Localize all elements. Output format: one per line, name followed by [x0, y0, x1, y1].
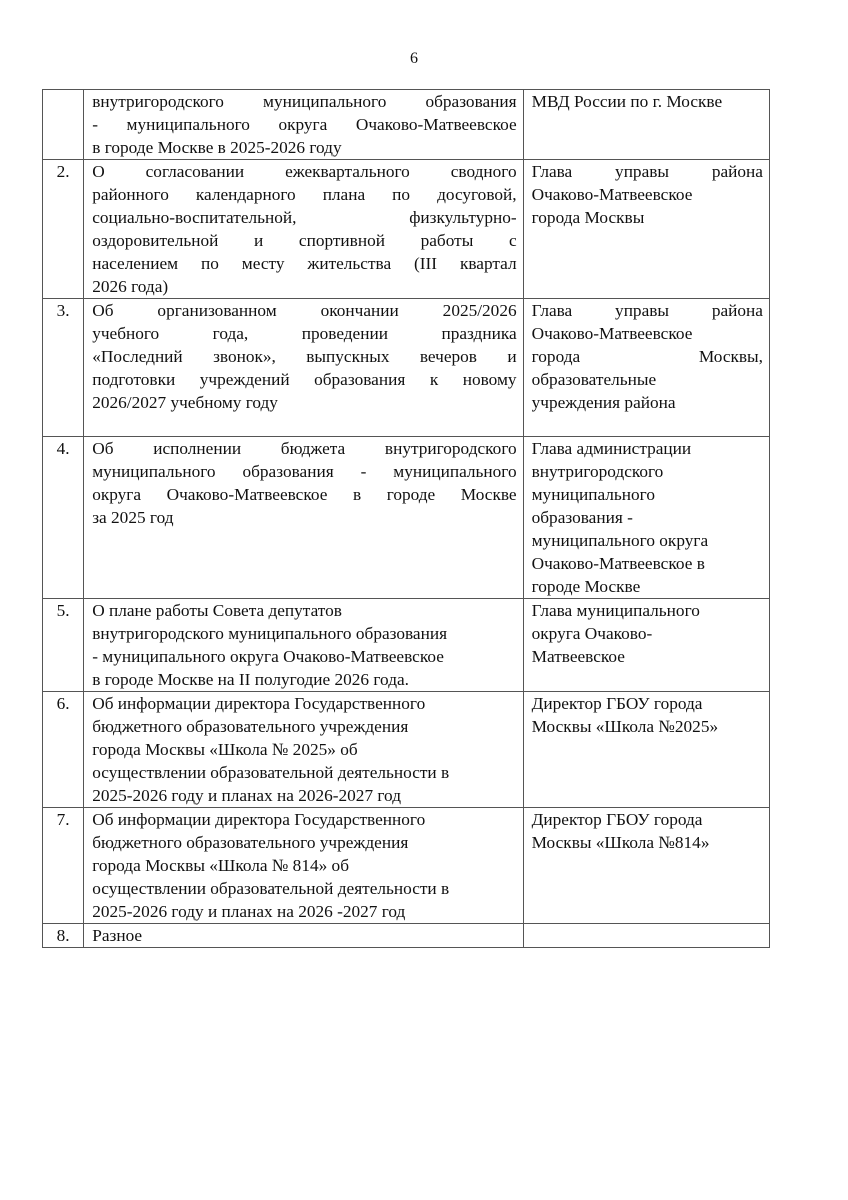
word: района	[711, 162, 763, 181]
word: О	[92, 162, 105, 181]
topic-line: Об информации директора Государственного	[92, 810, 426, 829]
item-number: 2.	[43, 160, 84, 299]
item-number: 4.	[43, 437, 84, 599]
responsible-line: муниципального	[531, 485, 655, 504]
responsible-line	[532, 345, 763, 368]
word: «Последний	[92, 347, 183, 366]
responsible-line	[532, 160, 763, 183]
topic-line: 2026 года)	[92, 277, 169, 296]
item-number: 5.	[43, 599, 84, 692]
word: города	[531, 347, 581, 366]
item-responsible	[523, 599, 769, 692]
responsible-line: города Москвы	[531, 208, 645, 227]
responsible-line: Москвы «Школа №2025»	[531, 717, 719, 736]
word: Об	[92, 301, 114, 320]
topic-line: 2026/2027 учебному году	[92, 393, 278, 412]
word: -	[360, 462, 367, 481]
responsible-line: округа Очаково-	[531, 624, 653, 643]
word: квартал	[459, 254, 517, 273]
topic-line: бюджетного образовательного учреждения	[92, 833, 409, 852]
table-row	[43, 599, 770, 692]
topic-line	[92, 90, 516, 113]
word: года,	[212, 324, 249, 343]
responsible-line: учреждения района	[531, 393, 676, 412]
topic-line	[92, 299, 516, 322]
responsible-line: Глава администрации	[531, 439, 692, 458]
word: округа	[92, 485, 142, 504]
table-row	[43, 160, 770, 299]
word: -	[92, 115, 98, 134]
word: исполнении	[153, 439, 242, 458]
responsible-line: Москвы «Школа №814»	[531, 833, 710, 852]
item-number: 6.	[43, 692, 84, 808]
word: подготовки	[92, 370, 176, 389]
word: по	[201, 254, 219, 273]
topic-line: внутригородского муниципального образования	[92, 624, 448, 643]
word: управы	[615, 162, 670, 181]
word: плана	[322, 185, 366, 204]
word: работы	[420, 231, 474, 250]
word: окончании	[320, 301, 399, 320]
word: района	[711, 301, 763, 320]
topic-line: в городе Москве на II полугодие 2026 года.	[92, 670, 409, 689]
word: населением	[92, 254, 179, 273]
word: внутригородского	[384, 439, 517, 458]
item-topic	[84, 299, 523, 437]
item-topic	[84, 160, 523, 299]
word: с	[508, 231, 517, 250]
table-row	[43, 90, 770, 160]
word: к	[429, 370, 439, 389]
word: проведении	[301, 324, 388, 343]
word: Очаково-Матвеевское	[166, 485, 328, 504]
word: округа	[278, 115, 328, 134]
item-topic	[84, 90, 523, 160]
topic-line: осуществлении образовательной деятельности в	[92, 879, 450, 898]
word: месту	[241, 254, 285, 273]
responsible-line: Директор ГБОУ города	[531, 694, 703, 713]
item-topic	[84, 808, 523, 924]
topic-line	[92, 206, 516, 229]
responsible-line: Очаково-Матвеевское в	[531, 554, 705, 573]
word: управы	[615, 301, 670, 320]
table-row	[43, 924, 770, 948]
table-row	[43, 299, 770, 437]
item-number	[43, 90, 84, 160]
topic-line: Об информации директора Государственного	[92, 694, 426, 713]
word: ежеквартального	[285, 162, 410, 181]
word: внутригородского	[92, 92, 224, 111]
item-number: 8.	[43, 924, 84, 948]
word: учебного	[92, 324, 160, 343]
word: муниципального	[126, 115, 250, 134]
topic-line	[92, 483, 516, 506]
word: образования	[242, 462, 334, 481]
word: жительства	[307, 254, 392, 273]
word: и	[507, 347, 517, 366]
responsible-line: образовательные	[531, 370, 657, 389]
agenda-table-body	[43, 90, 770, 948]
item-responsible	[523, 692, 769, 808]
word: Москвы,	[698, 347, 763, 366]
word: городе	[386, 485, 436, 504]
topic-line: бюджетного образовательного учреждения	[92, 717, 409, 736]
word: сводного	[450, 162, 517, 181]
topic-line: за 2025 год	[92, 508, 174, 527]
responsible-line: Глава муниципального	[531, 601, 700, 620]
responsible-line: Очаково-Матвеевское	[531, 324, 693, 343]
topic-line	[92, 460, 516, 483]
word: муниципального	[92, 462, 216, 481]
word: бюджета	[280, 439, 346, 458]
word: Глава	[531, 162, 573, 181]
word: звонок»,	[213, 347, 276, 366]
word: новому	[462, 370, 517, 389]
topic-line: Разное	[92, 926, 143, 945]
word: учреждений	[199, 370, 290, 389]
word: и	[254, 231, 264, 250]
word: праздника	[441, 324, 517, 343]
table-row	[43, 692, 770, 808]
word: Очаково-Матвеевское	[355, 115, 517, 134]
page-number: 6	[410, 50, 418, 67]
word: организованном	[157, 301, 277, 320]
word: оздоровительной	[92, 231, 219, 250]
topic-line: 2025-2026 году и планах на 2026 -2027 год	[92, 902, 406, 921]
topic-line	[92, 113, 516, 136]
word: 2025/2026	[442, 301, 517, 320]
word: муниципального	[393, 462, 517, 481]
item-responsible	[523, 808, 769, 924]
item-topic	[84, 924, 523, 948]
responsible-line: Очаково-Матвеевское	[531, 185, 693, 204]
word: образования	[314, 370, 406, 389]
word: районного	[92, 185, 169, 204]
word: (III	[414, 254, 438, 273]
word: муниципального	[263, 92, 387, 111]
topic-line: города Москвы «Школа № 814» об	[92, 856, 349, 875]
item-number: 7.	[43, 808, 84, 924]
topic-line	[92, 322, 516, 345]
word: Об	[92, 439, 114, 458]
word: выпускных	[306, 347, 390, 366]
responsible-line: внутригородского	[531, 462, 664, 481]
responsible-line: МВД России по г. Москве	[531, 92, 723, 111]
word: физкультурно-	[409, 208, 517, 227]
responsible-line: Директор ГБОУ города	[531, 810, 703, 829]
topic-line: - муниципального округа Очаково-Матвеевское	[92, 647, 444, 666]
topic-line: осуществлении образовательной деятельности в	[92, 763, 450, 782]
word: Глава	[531, 301, 573, 320]
word: социально-воспитательной,	[92, 208, 297, 227]
table-row	[43, 437, 770, 599]
topic-line	[92, 437, 516, 460]
responsible-line	[532, 299, 763, 322]
word: образования	[425, 92, 517, 111]
topic-line: города Москвы «Школа № 2025» об	[92, 740, 358, 759]
responsible-line: образования -	[531, 508, 633, 527]
item-topic	[84, 692, 523, 808]
topic-line: О плане работы Совета депутатов	[92, 601, 342, 620]
responsible-line: городе Москве	[531, 577, 641, 596]
topic-line	[92, 252, 516, 275]
topic-line	[92, 368, 516, 391]
topic-line	[92, 160, 516, 183]
word: календарного	[195, 185, 296, 204]
word: в	[352, 485, 362, 504]
topic-line	[92, 183, 516, 206]
item-number: 3.	[43, 299, 84, 437]
topic-line	[92, 229, 516, 252]
item-responsible	[523, 437, 769, 599]
word: по	[392, 185, 411, 204]
word: спортивной	[298, 231, 385, 250]
agenda-table	[42, 89, 770, 948]
item-topic	[84, 599, 523, 692]
topic-line: 2025-2026 году и планах на 2026-2027 год	[92, 786, 401, 805]
topic-line	[92, 345, 516, 368]
word: вечеров	[419, 347, 477, 366]
item-responsible	[523, 160, 769, 299]
item-responsible	[523, 90, 769, 160]
responsible-line: муниципального округа	[531, 531, 709, 550]
word: досуговой,	[437, 185, 517, 204]
item-topic	[84, 437, 523, 599]
topic-line: в городе Москве в 2025-2026 году	[92, 138, 342, 157]
word: согласовании	[145, 162, 245, 181]
responsible-line: Матвеевское	[531, 647, 625, 666]
word: Москве	[460, 485, 517, 504]
item-responsible	[523, 299, 769, 437]
table-row	[43, 808, 770, 924]
item-responsible	[523, 924, 769, 948]
